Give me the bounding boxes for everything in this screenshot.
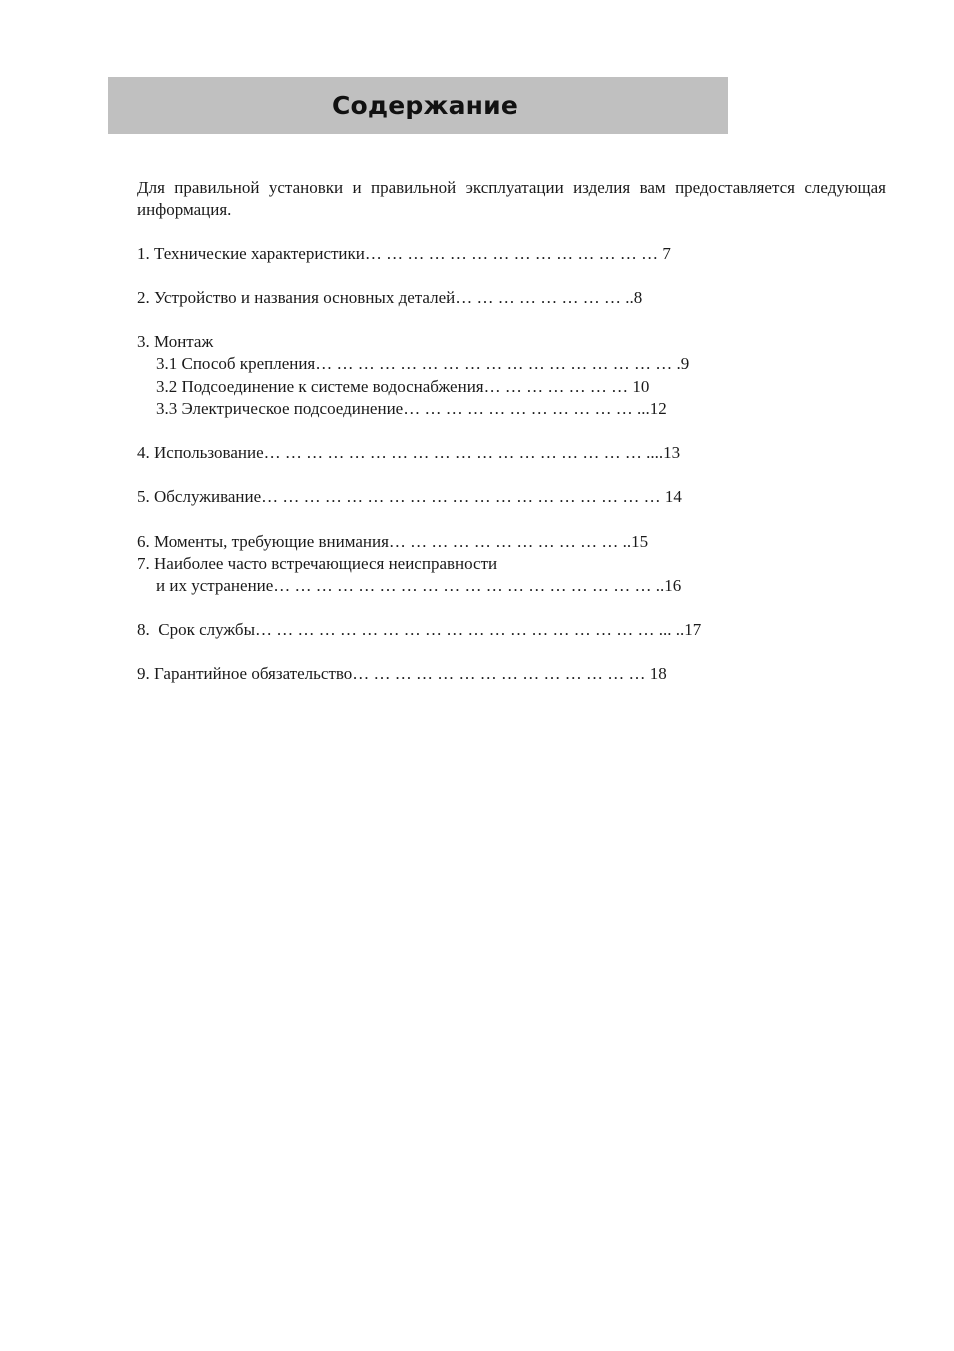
toc-item-4: 4. Использование… … … … … … … … … … … … … … … … … … ....13 bbox=[137, 443, 681, 462]
toc-item-8: 8. Срок службы… … … … … … … … … … … … … … … … … … … ... ..17 bbox=[137, 620, 702, 639]
intro-paragraph: Для правильной установки и правильной эксплуатации изделия вам предоставляется следующая информация. bbox=[137, 178, 886, 219]
title-banner bbox=[108, 77, 728, 134]
toc-item-2: 2. Устройство и названия основных деталей… … … … … … … … ..8 bbox=[137, 288, 643, 307]
toc-item-1: 1. Технические характеристики… … … … … … … … … … … … … … 7 bbox=[137, 244, 671, 263]
toc-item-6: 6. Моменты, требующие внимания… … … … … … … … … … … ..15 bbox=[137, 532, 649, 551]
toc-item-3: 3. Монтаж bbox=[137, 332, 214, 351]
toc-item-7: 7. Наиболее часто встречающиеся неисправности bbox=[137, 554, 498, 573]
toc-item-3-1: 3.1 Способ крепления… … … … … … … … … … … … … … … … … .9 bbox=[156, 354, 690, 373]
toc-item-3-2: 3.2 Подсоединение к системе водоснабжения… … … … … … … 10 bbox=[156, 377, 650, 396]
page-title: Содержание bbox=[331, 91, 519, 120]
toc-item-3-3: 3.3 Электрическое подсоединение… … … … … … … … … … … ...12 bbox=[156, 399, 667, 418]
toc-item-7-continuation: и их устранение… … … … … … … … … … … … … … … … … … ..16 bbox=[156, 576, 682, 595]
toc-item-5: 5. Обслуживание… … … … … … … … … … … … … … … … … … … 14 bbox=[137, 487, 682, 506]
toc-item-9: 9. Гарантийное обязательство… … … … … … … … … … … … … … 18 bbox=[137, 664, 667, 683]
